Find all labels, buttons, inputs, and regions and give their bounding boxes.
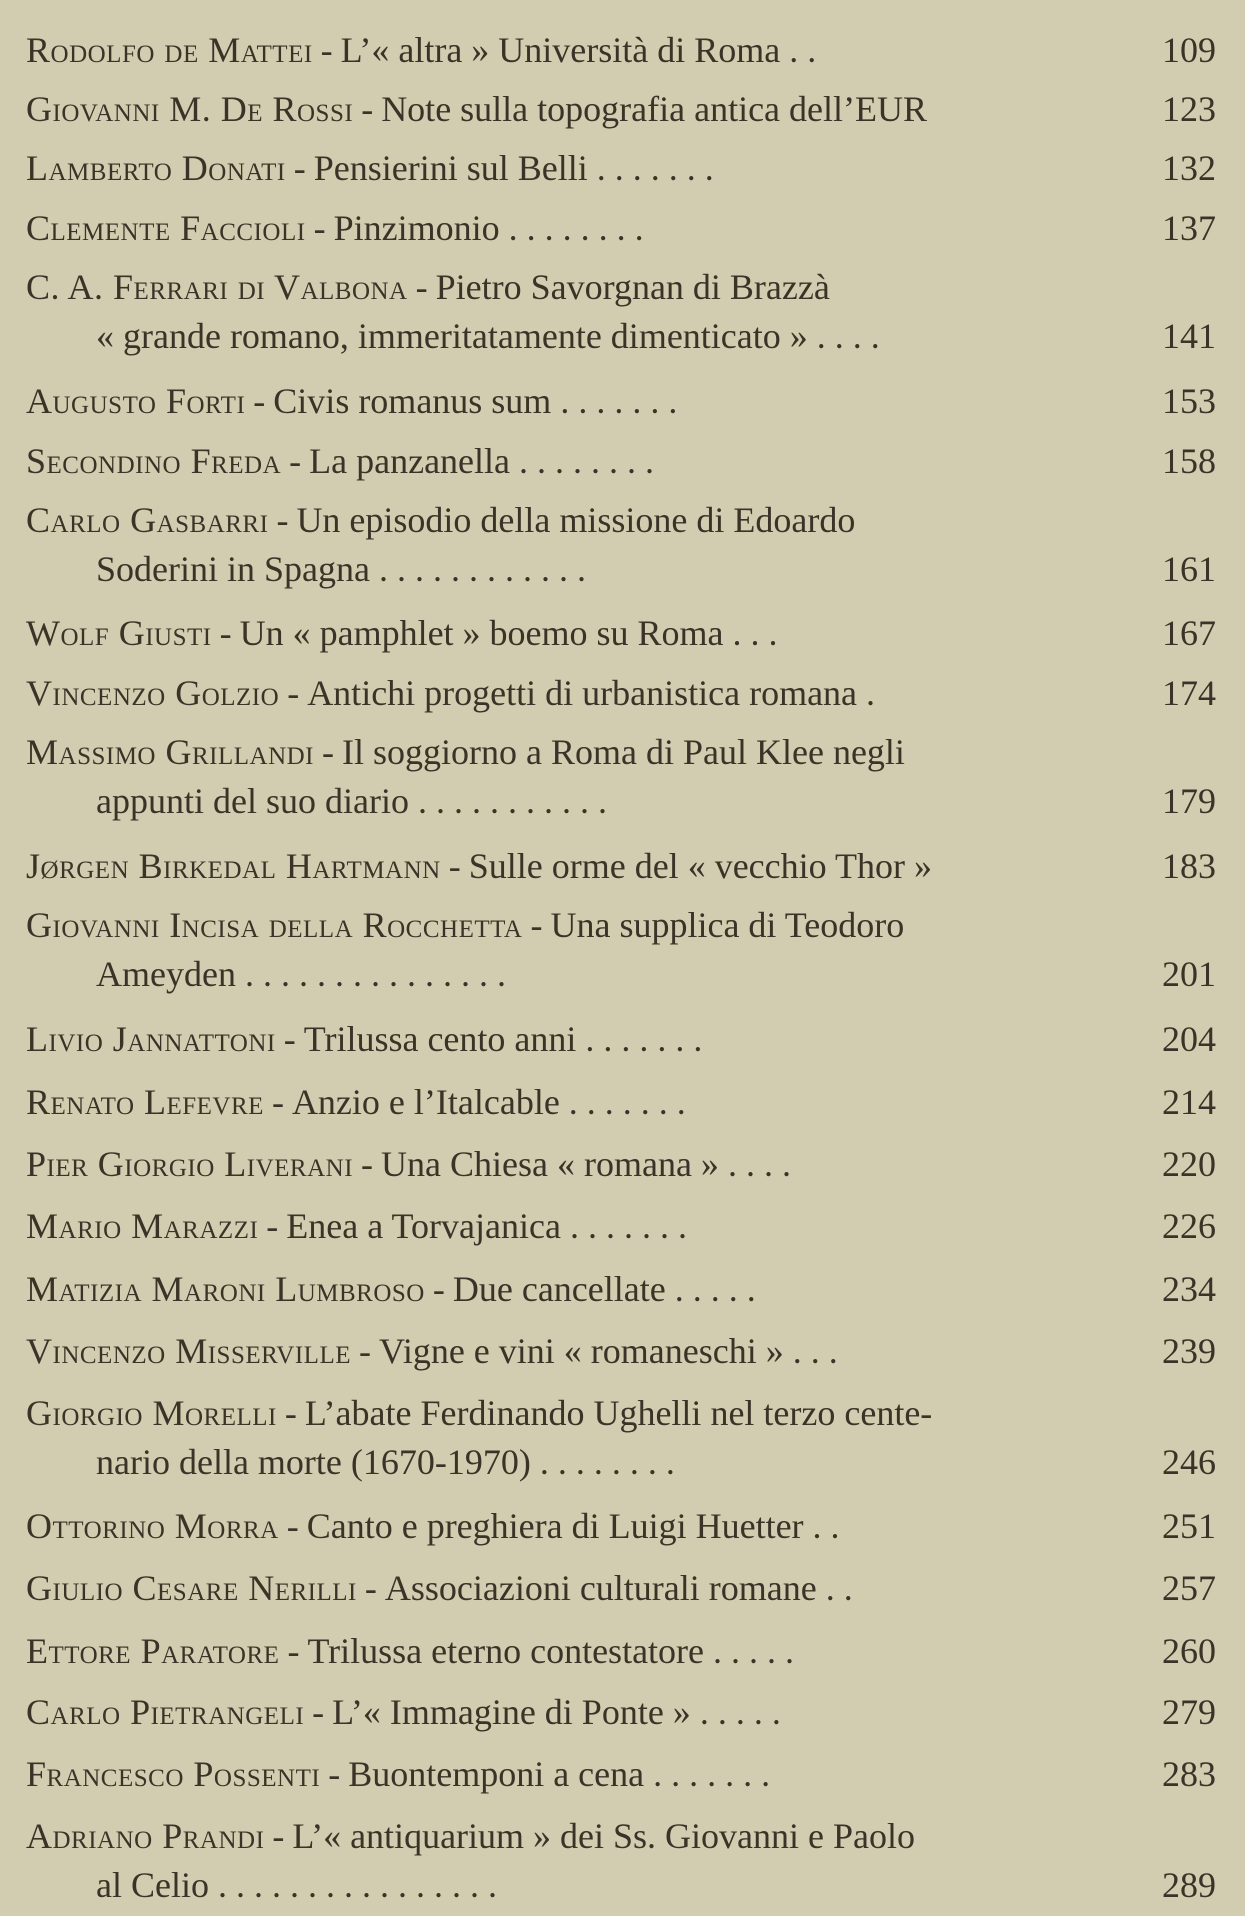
toc-leader-dots: . . . . . . .: [551, 381, 678, 421]
toc-leader-dots: . . . . . .: [662, 1754, 771, 1794]
toc-author: Francesco Possenti: [26, 1754, 321, 1794]
toc-entry: [26, 1265, 1216, 1314]
toc-title: Pensierini sul Belli .: [313, 148, 606, 188]
toc-leader-dots: . . . . . . .: [548, 1442, 675, 1482]
toc-entry: [26, 437, 1216, 486]
toc-separator: -: [358, 1331, 371, 1371]
toc-separator: -: [432, 1269, 445, 1309]
toc-page-number: 141: [1162, 316, 1216, 356]
toc-entry-line: [26, 85, 1216, 134]
toc-page-number: 123: [1162, 89, 1216, 129]
toc-title-continuation: appunti del suo diario .: [96, 781, 427, 821]
toc-page-number: 283: [1162, 1754, 1216, 1794]
toc-author: Jørgen Birkedal Hartmann: [26, 846, 441, 886]
toc-entry-line: [26, 728, 1216, 777]
toc-title-continuation: Soderini in Spagna .: [96, 549, 388, 589]
toc-entry-line: [26, 1564, 1216, 1613]
toc-title: Una supplica di Teodoro: [550, 905, 905, 945]
toc-entry-line: [26, 1502, 1216, 1551]
toc-author: Carlo Gasbarri: [26, 500, 269, 540]
toc-title: Note sulla topografia antica dell’EUR: [381, 89, 928, 129]
toc-entry: [26, 1078, 1216, 1127]
toc-entry-line: [26, 1627, 1216, 1676]
toc-leader-dots: . . . .: [718, 1144, 791, 1184]
toc-separator: -: [361, 1144, 374, 1184]
toc-page-number: 183: [1162, 846, 1216, 886]
toc-separator: -: [293, 148, 306, 188]
toc-entry: [26, 1812, 1216, 1910]
toc-title: Associazioni culturali romane .: [384, 1568, 835, 1608]
toc-separator: -: [283, 1019, 296, 1059]
toc-entry-continuation: [26, 950, 1216, 999]
toc-page-number: 226: [1162, 1206, 1216, 1246]
toc-title: Buontemponi a cena .: [348, 1754, 663, 1794]
toc-entry-line: [26, 669, 1216, 718]
toc-title-continuation: Ameyden: [96, 954, 236, 994]
toc-separator: -: [289, 441, 302, 481]
toc-title: Sulle orme del « vecchio Thor »: [468, 846, 932, 886]
toc-leader-dots: . . . . . . . . . . . . . . .: [235, 954, 506, 994]
toc-entry-continuation: [26, 1438, 1216, 1487]
toc-page-number: 167: [1162, 613, 1216, 653]
toc-page-number: 174: [1162, 673, 1216, 713]
toc-entry: [26, 1015, 1216, 1064]
toc-author: Adriano Prandi: [26, 1816, 265, 1856]
toc-entry: [26, 1750, 1216, 1799]
toc-separator: -: [284, 1393, 297, 1433]
toc-title-continuation: al Celio .: [96, 1865, 227, 1905]
toc-entry: [26, 85, 1216, 134]
toc-entry-line: [26, 1327, 1216, 1376]
toc-entry: [26, 263, 1216, 361]
toc-leader-dots: . . . . . . . . . . . . . . .: [226, 1865, 497, 1905]
toc-entry: [26, 669, 1216, 718]
toc-author: Clemente Faccioli: [26, 208, 306, 248]
toc-leader-dots: . . . . .: [665, 1269, 756, 1309]
toc-leader-dots: .: [821, 1506, 840, 1546]
toc-leader-dots: . .: [780, 30, 817, 70]
toc-separator: -: [322, 732, 335, 772]
toc-title: Trilussa cento anni .: [303, 1019, 595, 1059]
toc-page-number: 279: [1162, 1692, 1216, 1732]
toc-leader-dots: . . . . . . . . . .: [426, 781, 607, 821]
toc-leader-dots: . . . . . . .: [559, 1082, 686, 1122]
toc-author: Renato Lefevre: [26, 1082, 264, 1122]
toc-separator: -: [276, 500, 289, 540]
toc-entry: [26, 377, 1216, 426]
toc-author: Vincenzo Misserville: [26, 1331, 351, 1371]
toc-entry: [26, 1564, 1216, 1613]
toc-page-number: 234: [1162, 1269, 1216, 1309]
toc-page-number: 239: [1162, 1331, 1216, 1371]
toc-entry: [26, 1327, 1216, 1376]
toc-separator: -: [253, 381, 266, 421]
toc-author: Ettore Paratore: [26, 1631, 280, 1671]
toc-title: Il soggiorno a Roma di Paul Klee negli: [342, 732, 905, 772]
toc-author: Vincenzo Golzio: [26, 673, 280, 713]
toc-entry-line: [26, 1265, 1216, 1314]
toc-entry: [26, 1202, 1216, 1251]
toc-author: Giovanni M. De Rossi: [26, 89, 354, 129]
toc-page-number: 132: [1162, 148, 1216, 188]
toc-entry-line: [26, 1688, 1216, 1737]
toc-entry-line: [26, 1202, 1216, 1251]
toc-leader-dots: . . . . . . . .: [499, 208, 644, 248]
toc-leader-dots: . . . .: [722, 1631, 795, 1671]
toc-separator: -: [320, 30, 333, 70]
toc-entry-line: [26, 437, 1216, 486]
toc-separator: -: [312, 1692, 325, 1732]
toc-entry-line: [26, 1078, 1216, 1127]
toc-author: Livio Jannattoni: [26, 1019, 276, 1059]
toc-leader-dots: . . .: [723, 613, 778, 653]
toc-author: Secondino Freda: [26, 441, 282, 481]
toc-entry: [26, 728, 1216, 826]
toc-separator: -: [364, 1568, 377, 1608]
toc-page-number: 246: [1162, 1442, 1216, 1482]
toc-separator: -: [530, 905, 543, 945]
toc-separator: -: [266, 1206, 279, 1246]
toc-separator: -: [328, 1754, 341, 1794]
toc-entry-line: [26, 26, 1216, 75]
toc-separator: -: [448, 846, 461, 886]
toc-title-continuation: « grande romano, immeritatamente dimenticato » .: [96, 316, 826, 356]
toc-author: Pier Giorgio Liverani: [26, 1144, 354, 1184]
toc-leader-dots: . . . . .: [690, 1692, 781, 1732]
toc-title: Pinzimonio: [333, 208, 500, 248]
toc-title: Vigne e vini « romaneschi »: [378, 1331, 784, 1371]
toc-leader-dots: . . . . . . . . . . .: [387, 549, 586, 589]
toc-entry: [26, 842, 1216, 891]
toc-leader-dots: . . . . . . . .: [510, 441, 655, 481]
toc-page-number: 214: [1162, 1082, 1216, 1122]
toc-page-number: 251: [1162, 1506, 1216, 1546]
toc-author: Mario Marazzi: [26, 1206, 259, 1246]
toc-separator: -: [287, 1631, 300, 1671]
toc-separator: -: [361, 89, 374, 129]
toc-separator: -: [286, 1506, 299, 1546]
toc-title: L’« Immagine di Ponte »: [332, 1692, 691, 1732]
toc-separator: -: [415, 267, 428, 307]
toc-author: Augusto Forti: [26, 381, 246, 421]
toc-title: L’abate Ferdinando Ughelli nel terzo cente-: [304, 1393, 933, 1433]
toc-entry: [26, 1389, 1216, 1487]
toc-leader-dots: . . . . . . .: [560, 1206, 687, 1246]
toc-page-number: 161: [1162, 549, 1216, 589]
toc-entry-line: [26, 1015, 1216, 1064]
toc-title: Pietro Savorgnan di Brazzà: [435, 267, 830, 307]
toc-entry-line: [26, 901, 1216, 950]
toc-entry-line: [26, 842, 1216, 891]
toc-entry-line: [26, 1812, 1216, 1861]
toc-separator: -: [271, 1082, 284, 1122]
toc-author: Carlo Pietrangeli: [26, 1692, 305, 1732]
toc-entry-continuation: [26, 777, 1216, 826]
toc-author: Matizia Maroni Lumbroso: [26, 1269, 425, 1309]
toc-page-number: 137: [1162, 208, 1216, 248]
toc-title: Antichi progetti di urbanistica romana: [307, 673, 858, 713]
toc-entry-continuation: [26, 1861, 1216, 1910]
toc-author: Giulio Cesare Nerilli: [26, 1568, 357, 1608]
toc-leader-dots: . . . . . .: [594, 1019, 703, 1059]
toc-entry: [26, 1502, 1216, 1551]
toc-entry-line: [26, 204, 1216, 253]
toc-title: L’« antiquarium » dei Ss. Giovanni e Paolo: [292, 1816, 916, 1856]
toc-entry: [26, 1627, 1216, 1676]
toc-entry-line: [26, 144, 1216, 193]
toc-title: Enea a Torvajanica: [286, 1206, 561, 1246]
toc-title-continuation: nario della morte (1670-1970) .: [96, 1442, 549, 1482]
toc-page-number: 260: [1162, 1631, 1216, 1671]
toc-page-number: 204: [1162, 1019, 1216, 1059]
toc-entry-line: [26, 1140, 1216, 1189]
toc-leader-dots: .: [857, 673, 876, 713]
toc-page-number: 289: [1162, 1865, 1216, 1905]
toc-entry: [26, 496, 1216, 594]
toc-title: Anzio e l’Italcable: [291, 1082, 560, 1122]
toc-entry-line: [26, 496, 1216, 545]
toc-entry-line: [26, 377, 1216, 426]
toc-page-number: 158: [1162, 441, 1216, 481]
toc-page-number: 257: [1162, 1568, 1216, 1608]
toc-entry-continuation: [26, 312, 1216, 361]
toc-page-number: 109: [1162, 30, 1216, 70]
toc-leader-dots: . . . . . .: [605, 148, 714, 188]
toc-author: Rodolfo de Mattei: [26, 30, 313, 70]
toc-page-number: 153: [1162, 381, 1216, 421]
toc-separator: -: [219, 613, 232, 653]
toc-page-number: 179: [1162, 781, 1216, 821]
toc-title: La panzanella: [309, 441, 511, 481]
toc-author: C. A. Ferrari di Valbona: [26, 267, 408, 307]
toc-title: Trilussa eterno contestatore .: [307, 1631, 723, 1671]
toc-separator: -: [313, 208, 326, 248]
toc-page-number: 220: [1162, 1144, 1216, 1184]
toc-entry: [26, 1688, 1216, 1737]
toc-entry: [26, 26, 1216, 75]
toc-page-number: 201: [1162, 954, 1216, 994]
toc-author: Wolf Giusti: [26, 613, 212, 653]
toc-title: L’« altra » Università di Roma: [340, 30, 781, 70]
toc-author: Giorgio Morelli: [26, 1393, 277, 1433]
toc-entry-line: [26, 609, 1216, 658]
toc-title: Civis romanus sum: [273, 381, 552, 421]
toc-leader-dots: .: [834, 1568, 853, 1608]
toc-title: Un « pamphlet » boemo su Roma: [239, 613, 724, 653]
toc-entry-line: [26, 263, 1216, 312]
toc-title: Un episodio della missione di Edoardo: [296, 500, 856, 540]
toc-title: Canto e preghiera di Luigi Huetter .: [306, 1506, 822, 1546]
toc-entry: [26, 144, 1216, 193]
toc-title: Una Chiesa « romana »: [381, 1144, 719, 1184]
toc-author: Lamberto Donati: [26, 148, 286, 188]
toc-author: Massimo Grillandi: [26, 732, 315, 772]
toc-entry: [26, 204, 1216, 253]
toc-entry-line: [26, 1750, 1216, 1799]
toc-author: Ottorino Morra: [26, 1506, 279, 1546]
toc-leader-dots: . . .: [825, 316, 880, 356]
toc-separator: -: [272, 1816, 285, 1856]
toc-entry: [26, 1140, 1216, 1189]
toc-author: Giovanni Incisa della Rocchetta: [26, 905, 523, 945]
toc-leader-dots: . . .: [783, 1331, 838, 1371]
toc-entry-continuation: [26, 545, 1216, 594]
toc-entry-line: [26, 1389, 1216, 1438]
toc-separator: -: [287, 673, 300, 713]
toc-entry: [26, 901, 1216, 999]
toc-title: Due cancellate: [452, 1269, 666, 1309]
toc-entry: [26, 609, 1216, 658]
